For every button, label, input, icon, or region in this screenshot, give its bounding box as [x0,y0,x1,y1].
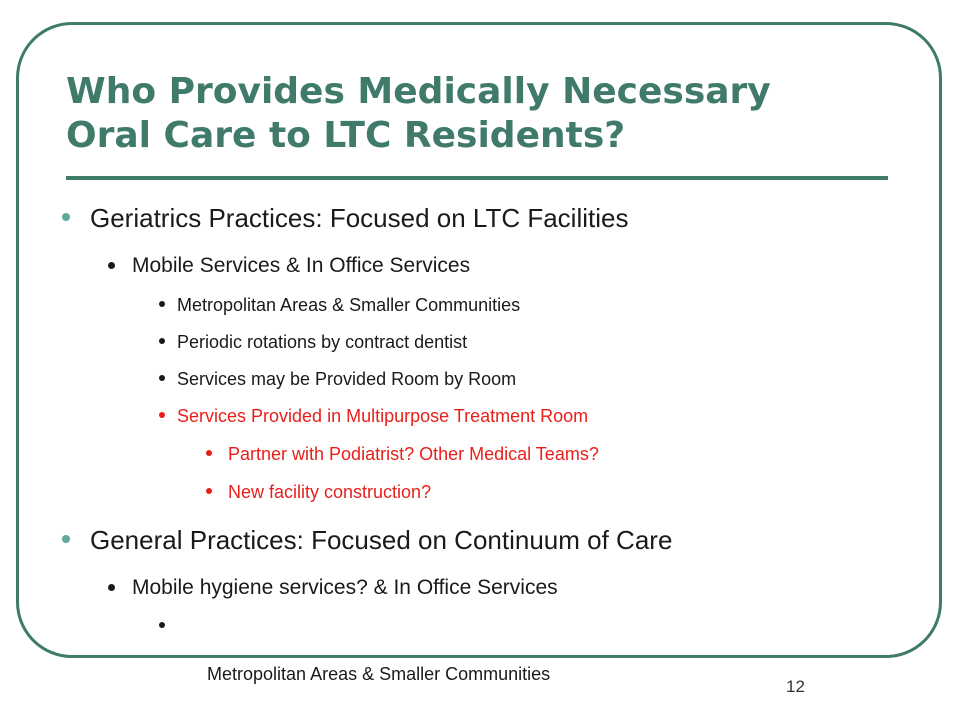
bullet-icon [159,338,165,344]
bullet-icon [159,375,165,381]
bullet-item [177,404,588,428]
bullet-item [228,442,599,466]
title-divider [66,176,888,180]
bullet-item [132,575,558,601]
bullet-icon [159,301,165,307]
bullet-text: Metropolitan Areas & Smaller Communities [177,295,521,315]
bullet-item [177,367,516,391]
bullet-icon [108,584,115,591]
bullet-text: New facility construction? [228,482,432,502]
bullet-item [132,253,470,279]
bullet-item [182,614,550,710]
bullet-text: General Practices: Focused on Continuum of Care [90,525,673,555]
bullet-text: Mobile Services & In Office Services [132,254,471,277]
bullet-text: Services Provided in Multipurpose Treatment Room [177,406,589,426]
bullet-item [177,330,467,354]
bullet-text: Geriatrics Practices: Focused on LTC Facilities [90,203,629,233]
slide-title [66,70,906,158]
bullet-text: Services may be Provided Room by Room [177,369,517,389]
bullet-item [177,293,520,317]
bullet-text: Mobile hygiene services? & In Office Services [132,576,558,599]
bullet-icon [206,488,212,494]
title-line-1: Who Provides Medically Necessary [66,71,771,112]
bullet-icon [159,622,165,628]
bullet-icon [159,412,165,418]
bullet-icon [62,535,70,543]
bullet-text: Partner with Podiatrist? Other Medical Teams? [228,444,599,464]
bullet-item [90,202,628,234]
bullet-icon [62,213,70,221]
bullet-icon [108,262,115,269]
bullet-text: Periodic rotations by contract dentist [177,332,468,352]
bullet-text: Metropolitan Areas & Smaller Communities [202,664,551,684]
bullet-item [228,480,431,504]
bullet-item [90,524,672,556]
bullet-icon [206,450,212,456]
title-line-2: Oral Care to LTC Residents? [66,115,626,156]
page-number: 12 [786,677,805,696]
